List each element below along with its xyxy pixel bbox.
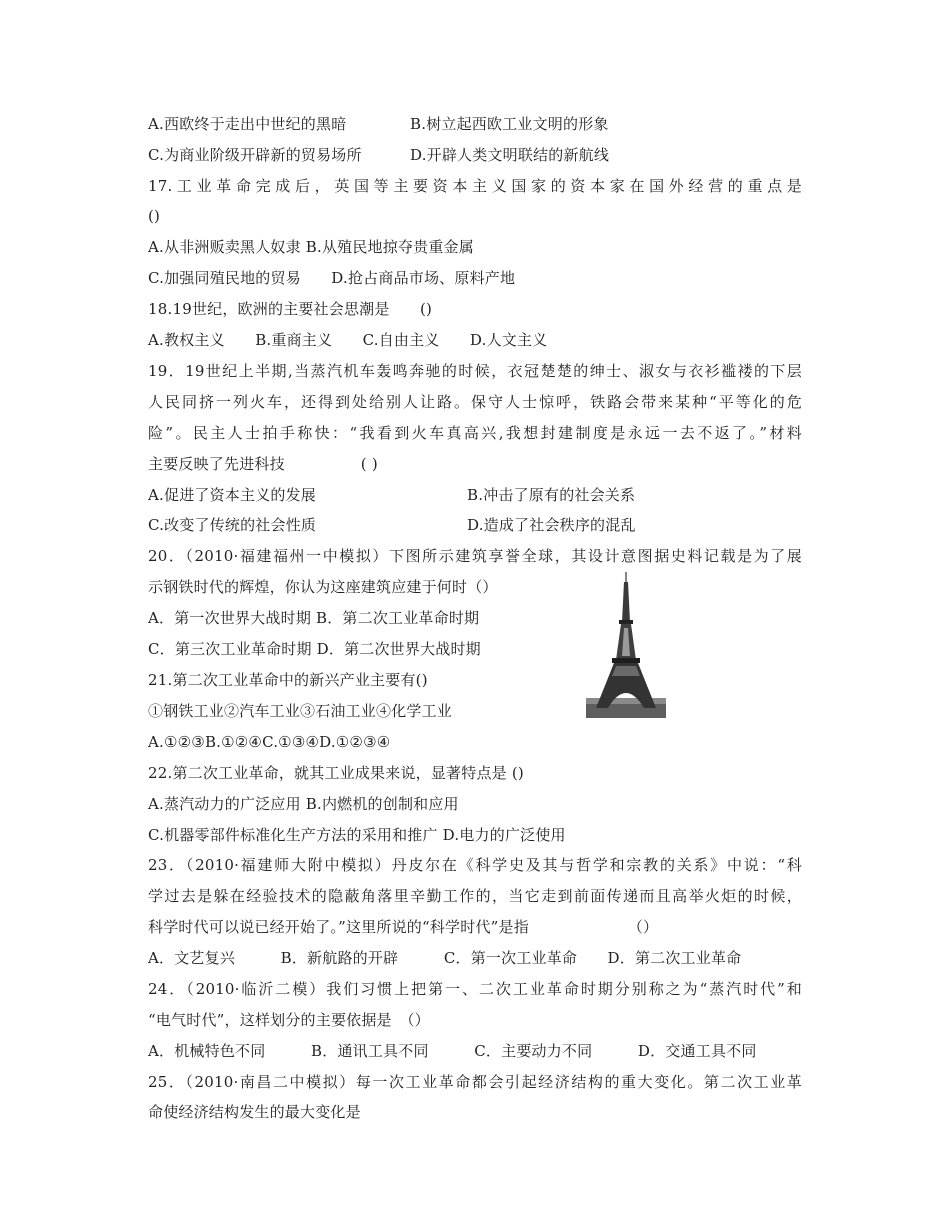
- question-21-items: ①钢铁工业②汽车工业③石油工业④化学工业: [148, 702, 453, 720]
- options-21: A.①②③B.①②④C.①③④D.①②③④: [148, 733, 391, 751]
- options-17-cd: C.加强同殖民地的贸易 D.抢占商品市场、原料产地: [148, 269, 516, 287]
- question-25-line1: 25．（2010·南昌二中模拟）每一次工业革命都会引起经济结构的重大变化。第二次工业革: [148, 1073, 802, 1091]
- option-line: [148, 145, 610, 165]
- question-19-line4: 主要反映了先进科技 ( ): [148, 455, 378, 473]
- option-c: C.为商业阶级开辟新的贸易场所: [148, 146, 362, 164]
- question-19-line3: 险”。民主人士拍手称快：“我看到火车真高兴,我想封建制度是永远一去不返了。”材料: [148, 424, 802, 442]
- options-23: A．文艺复兴 B．新航路的开辟 C．第一次工业革命 D．第二次工业革命: [148, 949, 742, 967]
- question-21: 21.第二次工业革命中的新兴产业主要有(): [148, 671, 428, 689]
- option-a: A.西欧终于走出中世纪的黑暗: [148, 115, 347, 133]
- question-19-line1: 19．19世纪上半期,当蒸汽机车轰鸣奔驰的时候，衣冠楚楚的绅士、淑女与衣衫褴褛的下层: [148, 362, 802, 380]
- question-24-line2: “电气时代”，这样划分的主要依据是 （）: [148, 1011, 430, 1029]
- question-23-line1: 23．（2010·福建师大附中模拟）丹皮尔在《科学史及其与哲学和宗教的关系》中说：“科: [148, 856, 802, 874]
- options-22-cd: C.机器零部件标准化生产方法的采用和推广 D.电力的广泛使用: [148, 826, 566, 844]
- question-24-line1: 24．（2010·临沂二模）我们习惯上把第一、二次工业革命时期分别称之为“蒸汽时代”和: [148, 980, 802, 998]
- question-20-line2: 示钢铁时代的辉煌，你认为这座建筑应建于何时（）: [148, 578, 498, 596]
- option-a: A.促进了资本主义的发展: [148, 486, 317, 504]
- option-d: D.造成了社会秩序的混乱: [467, 516, 636, 534]
- options-18: A.教权主义 B.重商主义 C.自由主义 D.人文主义: [148, 331, 548, 349]
- question-22: 22.第二次工业革命，就其工业成果来说，显著特点是 (): [148, 764, 524, 782]
- question-25-line2: 命使经济结构发生的最大变化是: [148, 1103, 361, 1121]
- option-line: [148, 515, 636, 535]
- question-23-line2: 学过去是躲在经验技术的隐蔽角落里辛勤工作的，当它走到前面传递而且高举火炬的时候，: [148, 887, 802, 905]
- question-20-line1: 20．（2010·福建福州一中模拟）下图所示建筑享誉全球，其设计意图据史料记载是为了展: [148, 547, 802, 565]
- options-17-ab: A.从非洲贩卖黑人奴隶 B.从殖民地掠夺贵重金属: [148, 238, 474, 256]
- option-b: B.树立起西欧工业文明的形象: [410, 115, 609, 133]
- option-c: C.改变了传统的社会性质: [148, 516, 317, 534]
- options-20-cd: C．第三次工业革命时期 D．第二次世界大战时期: [148, 640, 481, 658]
- options-22-ab: A.蒸汽动力的广泛应用 B.内燃机的创制和应用: [148, 795, 459, 813]
- option-line: [148, 485, 636, 505]
- question-17: 17.工业革命完成后，英国等主要资本主义国家的资本家在国外经营的重点是: [148, 177, 802, 195]
- options-20-ab: A．第一次世界大战时期 B．第二次工业革命时期: [148, 609, 480, 627]
- option-d: D.开辟人类文明联结的新航线: [410, 146, 610, 164]
- question-23-line3: 科学时代可以说已经开始了。”这里所说的“科学时代”是指 （）: [148, 918, 659, 936]
- eiffel-tower-image: [586, 572, 666, 718]
- answer-bracket: (): [148, 207, 161, 225]
- option-line: [148, 114, 609, 134]
- option-b: B.冲击了原有的社会关系: [467, 486, 636, 504]
- options-24: A．机械特色不同 B．通讯工具不同 C．主要动力不同 D．交通工具不同: [148, 1042, 757, 1060]
- question-19-line2: 人民同挤一列火车，还得到处给别人让路。保守人士惊呼，铁路会带来某种“平等化的危: [148, 393, 802, 411]
- question-18: 18.19世纪，欧洲的主要社会思潮是 (): [148, 300, 433, 318]
